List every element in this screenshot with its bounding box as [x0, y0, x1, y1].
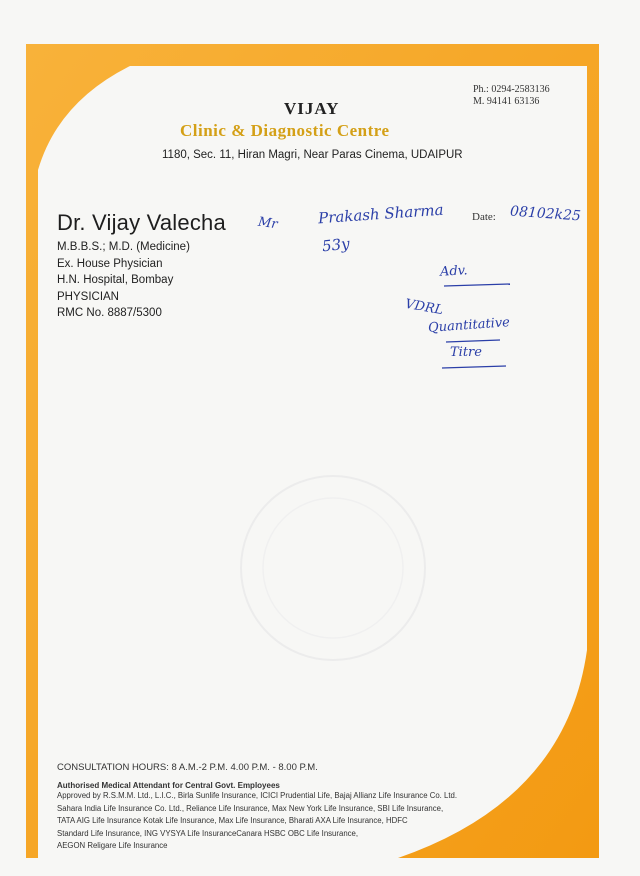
handwritten-patient-name: Prakash Sharma: [317, 200, 445, 228]
handwritten-test-vdrl: VDRL: [403, 296, 445, 319]
insurance-line: Standard Life Insurance, ING VYSYA Life InsuranceCanara HSBC OBC Life Insurance,: [57, 828, 359, 838]
insurance-approvals: [57, 790, 457, 853]
insurance-line: TATA AIG Life Insurance Kotak Life Insurance, Max Life Insurance, Bharati AXA Life Insurance, HDFC: [57, 816, 408, 825]
mobile-number: M. 94141 63136: [473, 96, 540, 107]
credential-title: PHYSICIAN: [57, 290, 119, 303]
doctor-credentials: [57, 239, 190, 322]
handwritten-advice: Adv.: [439, 263, 469, 280]
handwritten-patient-age: 53y: [321, 234, 351, 256]
credential-rmc-number: RMC No. 8887/5300: [57, 307, 162, 319]
date-label: Date:: [472, 211, 496, 223]
handwritten-test-titre: Titre: [450, 345, 482, 360]
authorised-attendant-note: Authorised Medical Attendant for Central Govt. Employees: [57, 781, 280, 790]
insurance-line: AEGON Religare Life Insurance: [57, 841, 168, 850]
credential-hospital: H.N. Hospital, Bombay: [57, 274, 174, 286]
handwritten-patient-prefix: Mr: [257, 214, 279, 233]
clinic-subtitle: Clinic & Diagnostic Centre: [180, 121, 390, 140]
handwritten-test-quantitative: Quantitative: [427, 315, 511, 336]
handwritten-date: 08102k25: [509, 203, 582, 225]
insurance-line: Sahara India Life Insurance Co. Ltd., Reliance Life Insurance, Max New York Life Insurance, SBI Life Insurance,: [57, 803, 444, 813]
phone-number: Ph.: 0294-2583136: [473, 84, 550, 95]
handwritten-underlines: [440, 278, 520, 378]
insurance-line: Approved by R.S.M.M. Ltd., L.I.C., Birla Sunlife Insurance, ICICI Prudential Life, Bajaj Allianz Life Insurance Co. Ltd.: [57, 791, 458, 800]
credential-experience: Ex. House Physician: [57, 257, 163, 270]
credential-degree: M.B.B.S.; M.D. (Medicine): [57, 241, 190, 253]
clinic-address: 1180, Sec. 11, Hiran Magri, Near Paras Cinema, UDAIPUR: [162, 149, 463, 161]
watermark-logo: [230, 468, 435, 668]
clinic-name: VIJAY: [284, 99, 340, 118]
consultation-hours: CONSULTATION HOURS: 8 A.M.-2 P.M. 4.00 P.M. - 8.00 P.M.: [57, 762, 318, 773]
doctor-name: Dr. Vijay Valecha: [57, 210, 226, 235]
